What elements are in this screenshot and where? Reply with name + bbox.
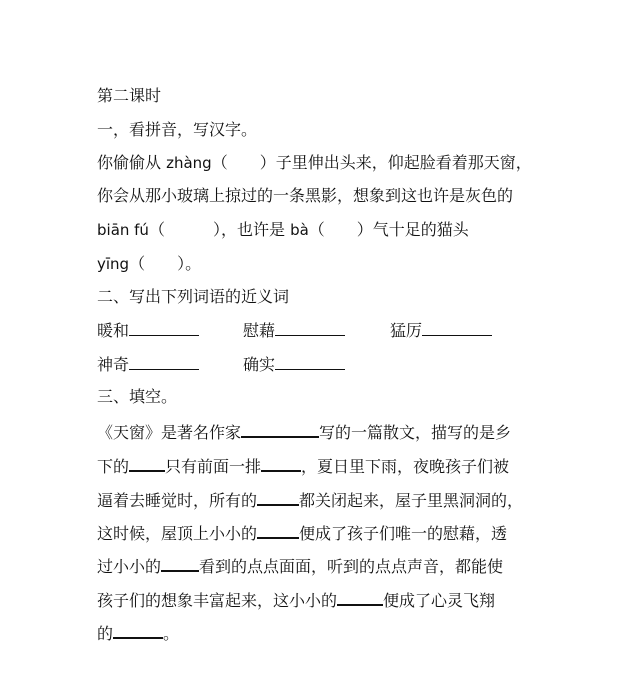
synonym-word: 神奇 — [97, 355, 130, 374]
section-3-line-2 — [97, 456, 509, 477]
synonym-word: 确实 — [243, 355, 276, 374]
answer-blank[interactable] — [275, 355, 345, 370]
answer-blank[interactable]: （ ） — [148, 220, 221, 239]
pinyin-zhang: zhàng — [166, 154, 212, 172]
text-segment: 你偷偷从 — [97, 153, 167, 172]
text-segment: 便成了孩子们唯一的慰藉，透 — [299, 524, 508, 543]
synonym-word: 猛厉 — [390, 321, 423, 340]
section-1-line-2: 你会从那小玻璃上掠过的一条黑影，想象到这也许是灰色的 — [97, 186, 514, 205]
text-segment: 逼着去睡觉时，所有的 — [97, 491, 258, 510]
answer-blank[interactable] — [113, 623, 163, 639]
pinyin-ying: yīng — [97, 255, 130, 273]
text-segment: 都关闭起来，屋子里黑洞洞的， — [299, 491, 524, 510]
text-segment: ，也许是 — [220, 220, 291, 239]
section-2-title: 二、写出下列词语的近义词 — [97, 287, 290, 306]
pinyin-ba: bà — [290, 221, 309, 239]
section-3-line-6 — [97, 590, 495, 611]
synonym-item — [243, 355, 345, 375]
pinyin-bianfu: biān fú — [97, 221, 149, 239]
section-3-title: 三、填空。 — [97, 387, 178, 406]
answer-blank[interactable] — [257, 490, 299, 506]
section-1-title: 一，看拼音，写汉字。 — [97, 120, 258, 139]
text-segment: 气十足的猫头 — [372, 220, 469, 239]
answer-blank[interactable] — [129, 456, 165, 472]
text-segment: 过小小的 — [97, 557, 162, 576]
synonym-item — [243, 321, 345, 341]
text-segment: 的 — [97, 624, 114, 643]
text-segment: 。 — [163, 624, 180, 643]
text-segment: 子里伸出头来，仰起脸看着那天窗， — [275, 153, 532, 172]
synonym-item — [390, 321, 492, 341]
answer-blank[interactable]: （ ）。 — [129, 254, 202, 273]
section-1-line-4 — [97, 254, 201, 274]
text-segment: 便成了心灵飞翔 — [383, 591, 496, 610]
answer-blank[interactable] — [161, 556, 199, 572]
text-segment: 这时候，屋顶上小小的 — [97, 524, 258, 543]
answer-blank[interactable]: （ ） — [308, 220, 373, 239]
section-1-line-3 — [97, 220, 469, 240]
answer-blank[interactable] — [257, 523, 299, 539]
answer-blank[interactable]: （ ） — [211, 153, 276, 172]
section-3-line-5 — [97, 556, 503, 577]
section-3-line-1 — [97, 422, 511, 443]
answer-blank[interactable] — [129, 321, 199, 336]
answer-blank[interactable] — [241, 422, 319, 438]
text-segment: 写的一篇散文，描写的是乡 — [319, 423, 512, 442]
answer-blank[interactable] — [275, 321, 345, 336]
synonym-item — [97, 355, 199, 375]
answer-blank[interactable] — [261, 456, 301, 472]
answer-blank[interactable] — [129, 355, 199, 370]
text-segment: 看到的点点面面，听到的点点声音，都能使 — [199, 557, 504, 576]
synonym-item — [97, 321, 199, 341]
synonym-word: 暖和 — [97, 321, 130, 340]
text-segment: 《天窗》是著名作家 — [97, 423, 242, 442]
text-segment: 下的 — [97, 457, 130, 476]
section-3-line-3 — [97, 490, 523, 511]
lesson-heading: 第二课时 — [97, 86, 162, 105]
answer-blank[interactable] — [337, 590, 383, 606]
section-3-line-7 — [97, 623, 179, 644]
section-3-line-4 — [97, 523, 507, 544]
text-segment: 只有前面一排 — [165, 457, 262, 476]
text-segment: 孩子们的想象丰富起来，这小小的 — [97, 591, 338, 610]
section-1-line-1 — [97, 153, 532, 173]
synonym-word: 慰藉 — [243, 321, 276, 340]
answer-blank[interactable] — [422, 321, 492, 336]
text-segment: ，夏日里下雨，夜晚孩子们被 — [301, 457, 510, 476]
